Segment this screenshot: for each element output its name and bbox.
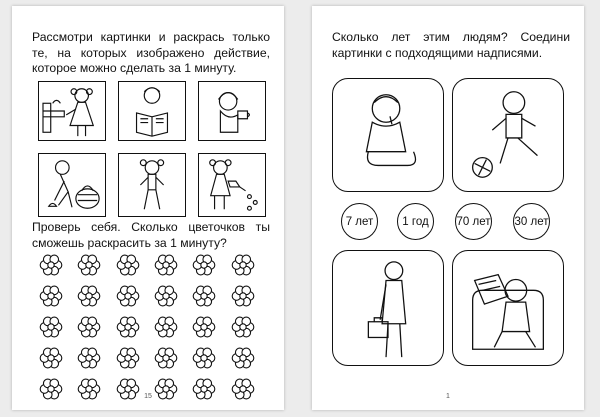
flower-icon[interactable] [191,376,229,407]
flower-icon[interactable] [76,252,114,283]
flower-icon[interactable] [38,252,76,283]
age-label[interactable]: 7 лет [341,203,378,240]
flower-icon[interactable] [230,314,268,345]
flower-icon[interactable] [38,345,76,376]
flower-icon[interactable] [76,283,114,314]
girl-washing-hands-icon [39,82,105,140]
flower-icon[interactable] [38,376,76,407]
card-boy-football[interactable] [452,78,564,192]
picture-girl-drinking[interactable] [198,81,266,141]
flower-icon[interactable] [153,283,191,314]
flower-icon[interactable] [153,376,191,407]
flower-icon[interactable] [230,376,268,407]
right-page [312,6,584,410]
flower-icon[interactable] [38,283,76,314]
task2-text: Проверь себя. Сколько цветочков ты сможешь раскрасить за 1 минуту? [32,220,270,250]
flower-icon[interactable] [153,252,191,283]
baby-sitting-icon [333,79,443,191]
flower-icon[interactable] [115,345,153,376]
girl-watering-flowers-icon [199,154,265,216]
card-man-briefcase[interactable] [332,250,444,366]
task1-text: Рассмотри картинки и раскрась только те, на которых изображено действие, которое можно сделать за 1 минуту. [32,30,270,75]
picture-boy-reading-book[interactable] [118,81,186,141]
picture-girl-washing-hands[interactable] [38,81,106,141]
age-label[interactable]: 1 год [397,203,434,240]
man-with-briefcase-icon [333,251,443,365]
flower-icon[interactable] [191,252,229,283]
flower-icon[interactable] [115,252,153,283]
flower-icon[interactable] [76,314,114,345]
flower-icon[interactable] [115,376,153,407]
picture-girl-standing[interactable] [118,153,186,217]
flower-icon[interactable] [153,314,191,345]
page-number: 15 [144,393,152,400]
flower-icon[interactable] [76,376,114,407]
picture-girl-watering-flowers[interactable] [198,153,266,217]
old-man-reading-newspaper-icon [453,251,563,365]
flower-icon[interactable] [191,345,229,376]
boy-reading-book-icon [119,82,185,140]
flower-icon[interactable] [115,283,153,314]
flower-icon[interactable] [115,314,153,345]
flower-icon[interactable] [230,252,268,283]
page-number: 1 [446,393,450,400]
card-baby[interactable] [332,78,444,192]
boy-kicking-ball-icon [453,79,563,191]
age-label[interactable]: 70 лет [455,203,492,240]
left-page [12,6,284,410]
boy-picking-mushrooms-icon [39,154,105,216]
flower-grid [38,252,268,392]
card-old-man[interactable] [452,250,564,366]
girl-standing-icon [119,154,185,216]
girl-drinking-icon [199,82,265,140]
flower-icon[interactable] [191,314,229,345]
picture-boy-picking-mushrooms[interactable] [38,153,106,217]
flower-icon[interactable] [153,345,191,376]
flower-icon[interactable] [76,345,114,376]
flower-icon[interactable] [230,345,268,376]
flower-icon[interactable] [38,314,76,345]
flower-icon[interactable] [191,283,229,314]
task-text: Сколько лет этим людям? Соедини картинки с подходящими надписями. [332,30,570,60]
flower-icon[interactable] [230,283,268,314]
age-label[interactable]: 30 лет [513,203,550,240]
